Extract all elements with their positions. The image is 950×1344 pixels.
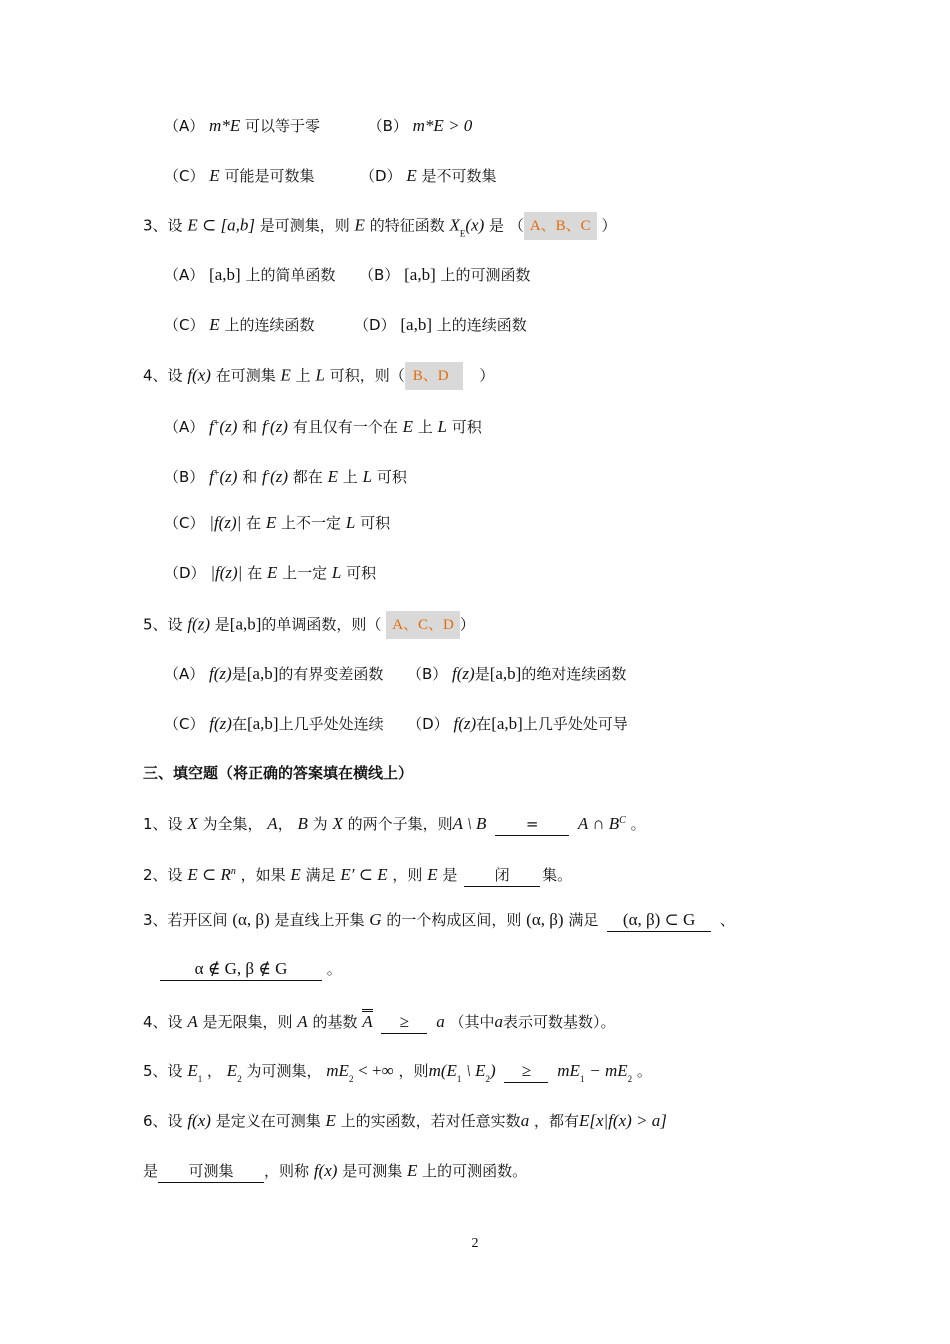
math: mE [326, 1061, 349, 1080]
math-superscript: - [266, 468, 271, 479]
math: E [265, 513, 277, 532]
math: G [369, 910, 382, 929]
answer-blank: ≥ [381, 1011, 427, 1034]
math: |f(z)| [210, 563, 243, 582]
question-text: 。 [636, 1062, 652, 1080]
math: A \ B [452, 814, 487, 833]
question-text: 上 [295, 366, 311, 385]
fill-question-3 [143, 907, 735, 933]
question-text: 是可测集，则 [259, 216, 350, 235]
option-text: 可以等于零 [245, 117, 321, 135]
option-text: 上几乎处处连续 [278, 715, 384, 733]
math: [a,b] [229, 614, 262, 634]
q5-option-c [164, 711, 628, 737]
question-text: 为 [312, 815, 328, 833]
question-text: 是无限集，则 [202, 1013, 293, 1031]
math: [a,b] [404, 265, 436, 284]
math: E [402, 417, 413, 436]
question-4 [143, 362, 494, 388]
math: E [406, 166, 417, 185]
option-text: 是 [231, 665, 247, 683]
option-text: 上的连续函数 [436, 316, 527, 334]
question-text: 可积，则（ [329, 366, 405, 385]
math: f(z) [209, 714, 232, 733]
section-heading: 三、填空题（将正确的答案填在横线上） [143, 764, 414, 782]
option-label: （D） [354, 316, 396, 334]
question-text: ） [479, 366, 495, 385]
question-5 [143, 611, 475, 637]
question-text: ，则 [392, 866, 423, 884]
math: f(x) [187, 365, 211, 385]
math: E [354, 215, 365, 235]
question-text: 的基数 [312, 1013, 358, 1031]
math: [a,b] [246, 714, 279, 733]
option-text: 是不可数集 [421, 167, 497, 185]
math: f [209, 417, 214, 436]
question-text: 是 [143, 1162, 159, 1180]
question-text: ） [601, 216, 617, 235]
math-subscript: 1 [456, 1074, 462, 1084]
question-text: 在可测集 [215, 366, 276, 385]
math: ) [490, 1061, 496, 1080]
option-label: （A） [164, 266, 205, 284]
q4-option-d [164, 560, 376, 586]
math: a [520, 1111, 530, 1130]
option-label: （C） [164, 514, 205, 532]
math: L [315, 365, 325, 385]
math: a [436, 1012, 445, 1031]
math: (z) [219, 467, 238, 486]
option-text: 在 [247, 564, 263, 582]
question-text: 上的实函数，若对任意实数 [340, 1112, 521, 1130]
math: A [187, 1012, 198, 1031]
q3-option-c [164, 312, 527, 338]
math-subscript: 1 [579, 1074, 585, 1084]
question-text: 。 [326, 960, 342, 978]
math: L [437, 417, 447, 436]
option-label: （A） [164, 418, 205, 436]
math: m(E [428, 1061, 457, 1080]
q5-option-a [164, 661, 626, 687]
math: f(x) [313, 1161, 338, 1180]
math: E ⊂ [a,b] [187, 215, 255, 235]
math: E [325, 1111, 336, 1130]
answer-blank: ≥ [504, 1060, 548, 1083]
math: E [266, 563, 278, 582]
option-text: 可积 [346, 564, 377, 582]
option-label: （B） [367, 117, 408, 135]
option-text: 和 [242, 468, 258, 486]
math: f(z) [209, 664, 232, 683]
question-text: ，则称 [264, 1162, 310, 1180]
answer-blank: (α, β) ⊂ G [607, 909, 711, 932]
math: < +∞ [358, 1061, 394, 1080]
question-text: ， [277, 815, 293, 833]
math: E [290, 865, 301, 884]
answer-blank: 闭 [464, 864, 540, 887]
option-text: 的绝对连续函数 [521, 665, 627, 683]
math: A [297, 1012, 308, 1031]
question-text: 、 [719, 911, 735, 929]
math: − mE [589, 1061, 628, 1080]
math: (z) [270, 417, 288, 436]
q4-option-c [164, 510, 390, 536]
option-label: （A） [164, 117, 205, 135]
math-superscript: - [266, 418, 271, 429]
math: f(x) [187, 1111, 211, 1130]
math: E′ ⊂ E [340, 865, 388, 884]
option-text: 上的连续函数 [224, 316, 315, 334]
question-number: 3、设 [143, 216, 183, 235]
question-text: 是直线上开集 [274, 911, 365, 929]
math: f [209, 467, 214, 486]
math: X [187, 814, 198, 833]
math: E[x|f(x) > a] [578, 1111, 667, 1130]
option-text: 有且仅有一个在 [292, 418, 398, 436]
math: [a,b] [400, 315, 432, 334]
fill-question-2 [143, 859, 572, 885]
math: X [332, 814, 343, 833]
math: E [427, 865, 438, 884]
question-text: 是 （ [489, 216, 524, 235]
option-text: 在 [476, 715, 492, 733]
math-subscript: 2 [485, 1074, 491, 1084]
fill-question-3-continued [160, 956, 342, 982]
math-superscript: n [230, 866, 236, 877]
option-text: 上几乎处处可导 [522, 715, 628, 733]
question-text: 的两个子集，则 [347, 815, 453, 833]
math: L [345, 513, 356, 532]
question-number: 6、设 [143, 1112, 183, 1130]
question-number: 5、设 [143, 1062, 183, 1080]
math: f(z) [187, 614, 210, 634]
question-number: 4、设 [143, 366, 183, 385]
page-number: 2 [471, 1236, 479, 1251]
math: (α, β) [526, 910, 564, 929]
math: \ E [466, 1061, 486, 1080]
option-text: 可积 [376, 468, 407, 486]
math: E [280, 365, 291, 385]
math: B [297, 814, 308, 833]
option-text: 上一定 [282, 564, 328, 582]
answer-blank: α ∉ G, β ∉ G [160, 958, 322, 981]
option-label: （D） [360, 167, 402, 185]
math: |f(z)| [209, 513, 242, 532]
question-number: 3、若开区间 [143, 911, 228, 929]
math: [a,b] [489, 664, 522, 683]
math: E [406, 1161, 418, 1180]
option-label: （D） [407, 715, 449, 733]
question-text: 表示可数基数）。 [503, 1013, 616, 1031]
fill-question-5 [143, 1058, 652, 1084]
math: [a,b] [209, 265, 241, 284]
q4-option-b [164, 461, 407, 487]
question-text: 是定义在可测集 [215, 1112, 321, 1130]
option-text: 上 [417, 418, 433, 436]
answer-blank: = [495, 813, 569, 836]
option-label: （B） [406, 665, 448, 683]
question-text: ，都有 [533, 1112, 579, 1130]
option-label: （B） [359, 266, 400, 284]
question-text: ， [207, 1062, 223, 1080]
option-text: 上不一定 [281, 514, 342, 532]
question-text: 上的可测函数。 [422, 1162, 528, 1180]
answer-blank: 可测集 [158, 1160, 264, 1183]
answer-highlight: A、B、C [524, 212, 597, 240]
option-label: （D） [164, 564, 206, 582]
math: (z) [270, 467, 289, 486]
math: E [327, 467, 338, 486]
option-text: 和 [242, 418, 258, 436]
fill-question-6-continued [143, 1158, 527, 1184]
option-text: 上 [342, 468, 358, 486]
math: f(z) [452, 664, 475, 683]
question-text: （其中 [449, 1013, 495, 1031]
option-text: 可能是可数集 [224, 167, 315, 185]
math-subscript: 1 [197, 1074, 203, 1084]
option-text: 的有界变差函数 [278, 665, 384, 683]
question-text: 。 [630, 815, 646, 833]
math: f [261, 417, 267, 436]
question-text: 是可测集 [342, 1162, 403, 1180]
math: A ∩ B [577, 814, 620, 833]
option-text: 上的可测函数 [440, 266, 531, 284]
math: [a,b] [491, 714, 523, 733]
question-text: 满足 [568, 911, 599, 929]
option-text: 可积 [451, 418, 482, 436]
math-subscript: E [459, 228, 466, 239]
option-text: 在 [246, 514, 262, 532]
fill-question-1 [143, 808, 646, 834]
q4-option-a [164, 411, 482, 437]
option-text: 是 [474, 665, 490, 683]
question-text: ，如果 [240, 866, 286, 884]
fill-question-4 [143, 1009, 616, 1035]
math: E ⊂ R [187, 865, 231, 884]
question-text: ） [459, 615, 475, 634]
option-label: （C） [164, 715, 205, 733]
math: E [187, 1061, 198, 1080]
math: f [261, 467, 267, 486]
question-number: 4、设 [143, 1013, 183, 1031]
option-text: 可积 [360, 514, 391, 532]
math: [a,b] [246, 664, 279, 683]
math: E [209, 315, 220, 334]
option-text: 在 [231, 715, 247, 733]
option-label: （C） [164, 316, 205, 334]
option-label: （B） [164, 468, 205, 486]
math-subscript: 2 [237, 1074, 242, 1084]
q2-option-a [164, 113, 472, 139]
option-label: （C） [164, 167, 205, 185]
question-text: 满足 [305, 866, 336, 884]
math: A [267, 814, 278, 833]
math: E [226, 1061, 238, 1080]
question-text: 的特征函数 [369, 216, 445, 235]
answer-highlight: A、C、D [386, 611, 460, 639]
option-label: （A） [164, 665, 205, 683]
question-number: 2、设 [143, 866, 183, 884]
question-text: 是 [442, 866, 458, 884]
question-text: 集。 [542, 866, 573, 884]
math-subscript: 2 [348, 1074, 354, 1084]
question-number: 1、设 [143, 815, 183, 833]
math-superscript: + [213, 418, 220, 429]
question-text: 的单调函数，则（ [261, 615, 382, 634]
math: (α, β) [232, 910, 270, 929]
math: L [331, 563, 342, 582]
math: mE [557, 1061, 580, 1080]
question-text: 是 [214, 615, 230, 634]
question-3 [143, 212, 616, 238]
math: (x) [465, 215, 485, 235]
option-text: 都在 [292, 468, 323, 486]
math: f(z) [453, 714, 477, 733]
math-superscript: + [213, 468, 220, 479]
q2-option-c [164, 163, 497, 189]
math: (z) [219, 417, 238, 436]
math: X [449, 215, 460, 235]
fill-question-6 [143, 1108, 667, 1134]
question-text: ，则 [398, 1062, 429, 1080]
answer-highlight: B、D [405, 362, 463, 390]
question-text: 为可测集， [246, 1062, 322, 1080]
math: a [494, 1012, 504, 1031]
question-text: 为全集， [202, 815, 263, 833]
option-text: 上的简单函数 [245, 266, 336, 284]
math: E [209, 166, 220, 185]
question-text: 的一个构成区间，则 [386, 911, 522, 929]
math: m*E > 0 [412, 116, 473, 135]
question-number: 5、设 [143, 615, 183, 634]
math-subscript: 2 [627, 1074, 633, 1084]
math: m*E [209, 116, 241, 135]
math-cardinality: A [362, 1009, 372, 1031]
q3-option-a [164, 262, 531, 288]
math: L [362, 467, 373, 486]
math-superscript: C [619, 815, 626, 826]
